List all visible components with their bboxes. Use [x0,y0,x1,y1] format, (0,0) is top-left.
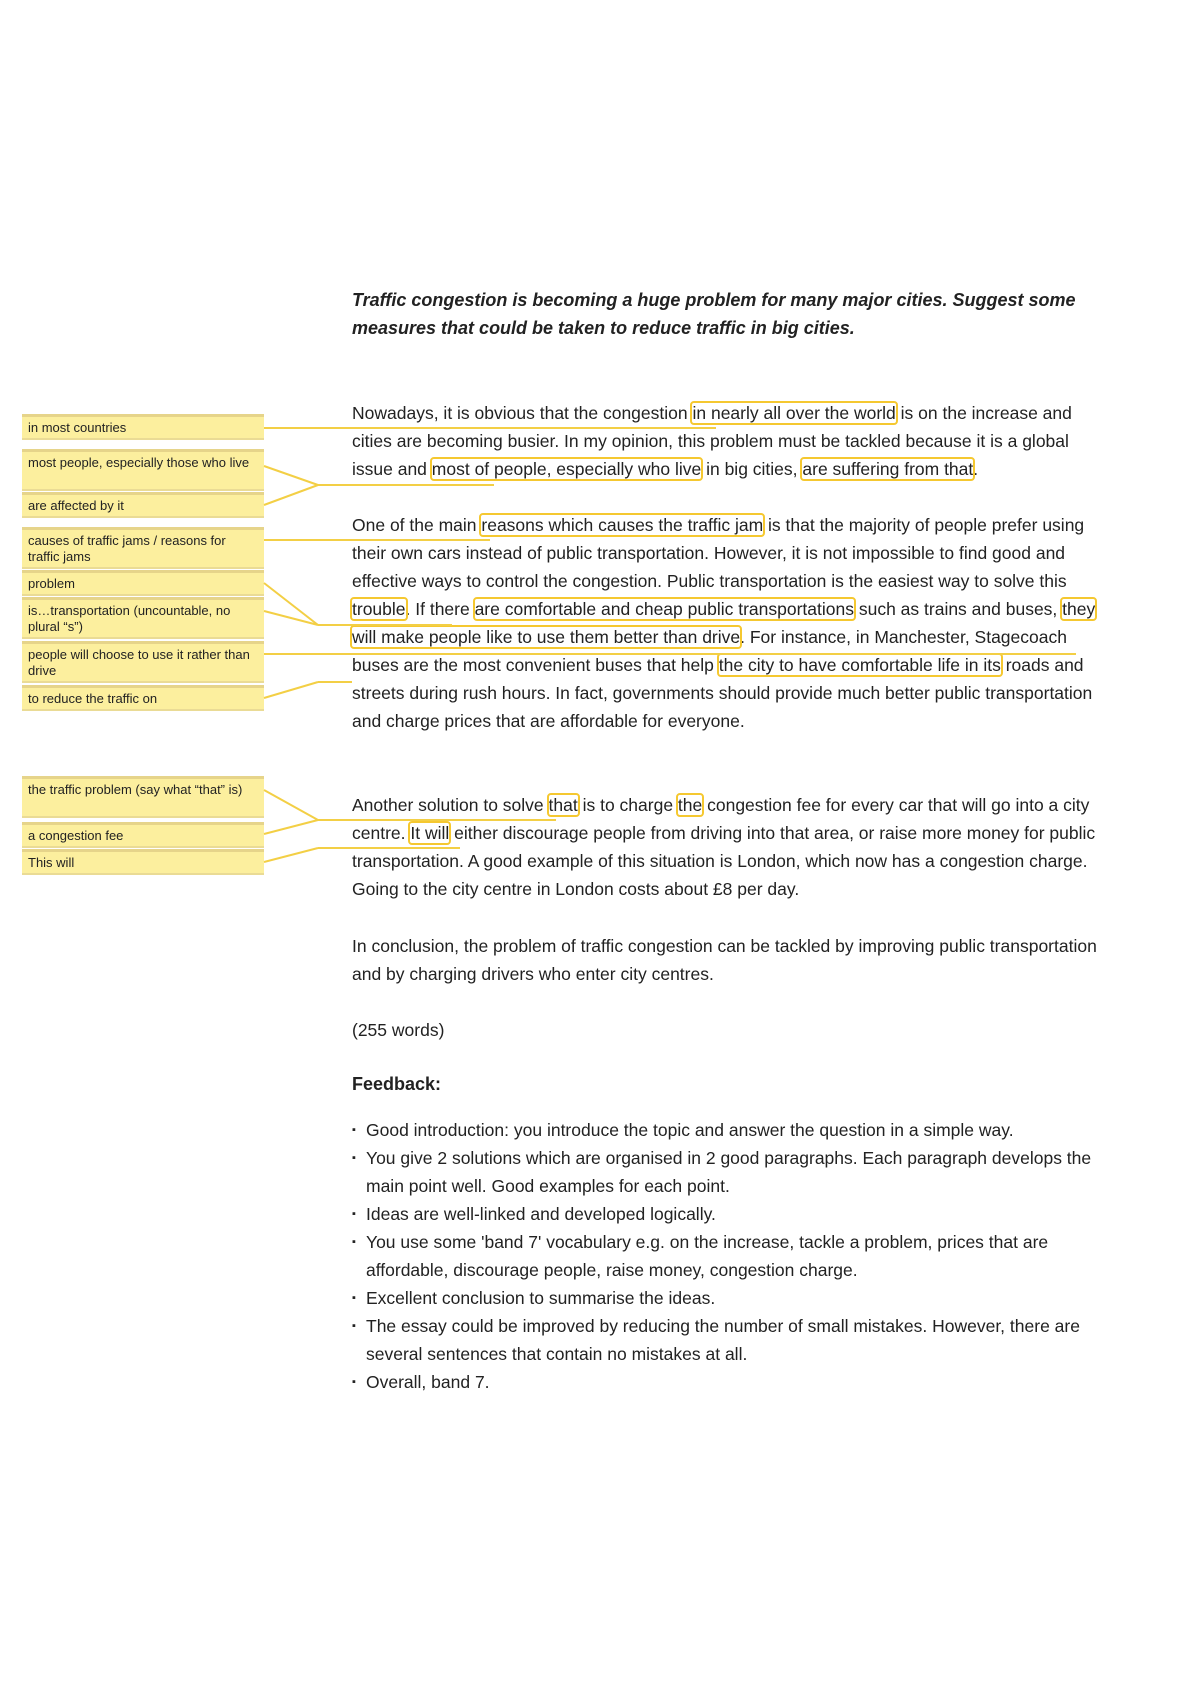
text: . If there [405,599,475,619]
note-3: are affected by it [22,492,264,518]
paragraph-conclusion: In conclusion, the problem of traffic congestion can be tackled by improving public transportation and by charging drivers who enter city centres. [352,936,1097,984]
highlight-1: in nearly all over the world [692,403,896,423]
connector-line [264,583,318,625]
text: in big cities, [701,459,803,479]
connector-line [264,820,318,834]
connector-line [264,682,318,698]
note-10: a congestion fee [22,822,264,848]
text: One of the main [352,515,482,535]
connector-line [264,848,318,862]
text: is on the increase and cities are becoming busier. In my opinion, this problem must be tackled because it is a global issue and [352,403,1072,479]
feedback-item: ▪ The essay could be improved by reducing the number of small mistakes. However, there are several sentences that contain no mistakes at all. [352,1312,1112,1368]
note-5: problem [22,570,264,596]
text: Nowadays, it is obvious that the congestion [352,403,693,423]
feedback-item: ▪ You use some 'band 7' vocabulary e.g. on the increase, tackle a problem, prices that are affordable, discourage people, raise money, congestion charge. [352,1228,1112,1284]
highlight-3: are suffering from that [802,459,974,479]
text: . For instance, in Manchester, Stagecoach buses are the most convenient buses that help [352,627,1067,675]
note-9: the traffic problem (say what “that” is) [22,776,264,818]
highlight-5: trouble [352,599,406,619]
note-7: people will choose to use it rather than drive [22,641,264,683]
note-4: causes of traffic jams / reasons for traffic jams [22,527,264,569]
essay-question: Traffic congestion is becoming a huge problem for many major cities. Suggest some measures that could be taken to reduce traffic in big cities. [352,290,1076,338]
connector-line [264,485,318,505]
highlight-4: reasons which causes the traffic jam [481,515,764,535]
note-6: is…transportation (uncountable, no plural “s”) [22,597,264,639]
connector-line [264,611,318,625]
note-1: in most countries [22,414,264,440]
feedback-item: ▪ You give 2 solutions which are organised in 2 good paragraphs. Each paragraph develops the main point well. Good examples for each point. [352,1144,1112,1200]
text: roads and streets during rush hours. In fact, governments should provide much better public transportation and charge prices that are affordable for everyone. [352,655,1093,731]
highlight-11: It will [410,823,450,843]
text: is to charge [577,795,678,815]
text: Another solution to solve [352,795,549,815]
feedback-item: ▪ Overall, band 7. [352,1368,1112,1396]
text: congestion fee for every car that will go into a city centre. [352,795,1090,843]
highlight-10: the [677,795,703,815]
text: is that the majority of people prefer using their own cars instead of public transportation. However, it is not impossible to find good and effective ways to control the congestion. Public transportation is the easiest way to solve this [352,515,1085,591]
highlight-7: they will make people like to use them better than drive [352,599,1096,647]
text: either discourage people from driving into that area, or raise more money for public transportation. A good example of this situation is London, which now has a congestion charge. Going to the city centre in London costs about £8 per day. [352,823,1096,899]
feedback-item: ▪ Good introduction: you introduce the topic and answer the question in a simple way. [352,1116,1112,1144]
text: such as trains and buses, [853,599,1063,619]
feedback-list [352,1116,1112,1396]
highlight-9: that [548,795,578,815]
paragraph-body-2 [352,791,1112,903]
paragraph-introduction [352,399,1112,483]
connector-line [264,790,318,820]
paragraph-body-1 [352,511,1112,735]
note-8: to reduce the traffic on [22,685,264,711]
highlight-6: are comfortable and cheap public transportations [474,599,854,619]
highlight-8: the city to have comfortable life in its [718,655,1001,675]
feedback-item: ▪ Excellent conclusion to summarise the ideas. [352,1284,1112,1312]
feedback-item: ▪ Ideas are well-linked and developed logically. [352,1200,1112,1228]
note-2: most people, especially those who live [22,449,264,491]
highlight-2: most of people, especially who live [431,459,702,479]
note-11: This will [22,849,264,875]
feedback-title: Feedback: [352,1074,442,1094]
word-count: (255 words) [352,1020,445,1040]
connector-line [264,466,318,485]
text: . [973,459,979,479]
